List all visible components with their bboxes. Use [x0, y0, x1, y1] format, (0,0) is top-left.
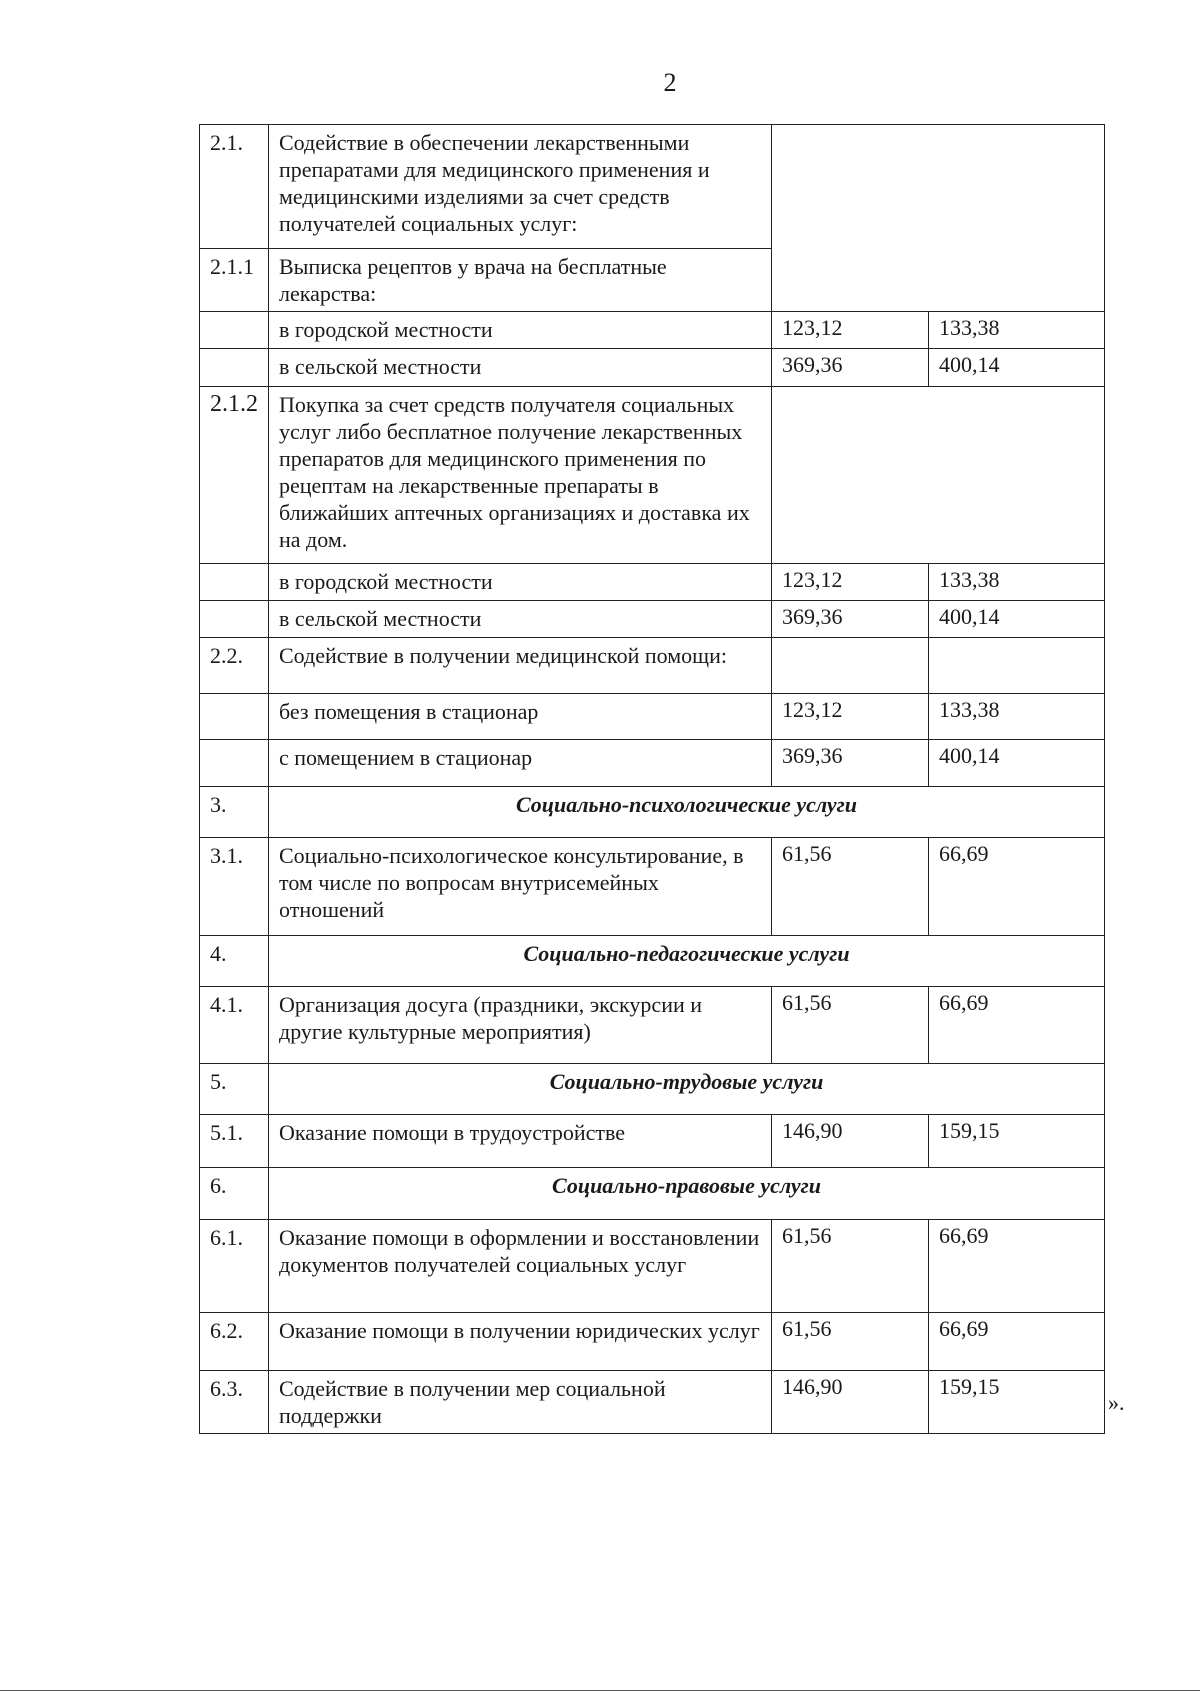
row-number: 4.1.	[200, 987, 269, 1064]
bottom-scan-edge	[0, 1690, 1200, 1691]
row-number	[200, 564, 269, 601]
value-cell: 61,56	[772, 1220, 929, 1313]
row-description-lead: Покупка за счет средств получателя	[279, 392, 616, 417]
row-number: 5.1.	[200, 1115, 269, 1168]
table-row	[200, 349, 1105, 387]
section-title: Социально-трудовые услуги	[269, 1064, 1105, 1115]
value-cell: 66,69	[929, 987, 1105, 1064]
table-row	[200, 1220, 1105, 1313]
row-description: Выписка рецептов у врача на бесплатные лекарства:	[269, 249, 772, 312]
row-number: 6.1.	[200, 1220, 269, 1313]
empty-value-cell	[772, 387, 1105, 564]
section-row	[200, 787, 1105, 838]
row-description: Оказание помощи в оформлении и восстановлении документов получателей социальных услуг	[269, 1220, 772, 1313]
table-row	[200, 1313, 1105, 1371]
table-row	[200, 312, 1105, 349]
table-row	[200, 838, 1105, 936]
row-description: Содействие в получении мер социальной поддержки	[269, 1371, 772, 1434]
tariff-table	[199, 124, 1105, 1434]
empty-value-cell	[772, 638, 929, 694]
section-number: 3.	[200, 787, 269, 838]
value-cell: 146,90	[772, 1371, 929, 1434]
value-cell: 123,12	[772, 312, 929, 349]
row-number: 2.1.	[200, 125, 269, 249]
table-row	[200, 125, 1105, 249]
value-cell: 133,38	[929, 564, 1105, 601]
section-title: Социально-психологические услуги	[269, 787, 1105, 838]
row-number	[200, 601, 269, 638]
row-description-rest: социальных услуг либо бесплатное получение лекарственных препаратов для медицинского применения по рецептам на лекарственные препараты в ближайших аптечных организациях и доставка их на дом.	[279, 392, 750, 552]
table-row	[200, 987, 1105, 1064]
row-description: Социально-психологическое консультирование, в том числе по вопросам внутрисемейных отношений	[269, 838, 772, 936]
section-row	[200, 936, 1105, 987]
value-cell: 61,56	[772, 838, 929, 936]
value-cell: 400,14	[929, 740, 1105, 787]
row-description: в городской местности	[269, 312, 772, 349]
value-cell: 159,15	[929, 1371, 1105, 1434]
value-cell: 123,12	[772, 564, 929, 601]
value-cell: 146,90	[772, 1115, 929, 1168]
row-description: Организация досуга (праздники, экскурсии и другие культурные мероприятия)	[269, 987, 772, 1064]
section-row	[200, 1064, 1105, 1115]
row-description: Содействие в получении медицинской помощи:	[269, 638, 772, 694]
row-number: 3.1.	[200, 838, 269, 936]
value-cell: 66,69	[929, 1313, 1105, 1371]
row-description: в сельской местности	[269, 601, 772, 638]
row-number	[200, 349, 269, 387]
value-cell: 369,36	[772, 740, 929, 787]
row-description: в сельской местности	[269, 349, 772, 387]
value-cell: 369,36	[772, 349, 929, 387]
table-row	[200, 601, 1105, 638]
value-cell: 369,36	[772, 601, 929, 638]
row-number	[200, 740, 269, 787]
table-row	[200, 387, 1105, 564]
value-cell: 400,14	[929, 349, 1105, 387]
row-number: 6.3.	[200, 1371, 269, 1434]
section-number: 5.	[200, 1064, 269, 1115]
row-description: в городской местности	[269, 564, 772, 601]
row-description: Содействие в обеспечении лекарственными препаратами для медицинского применения и медицинскими изделиями за счет средств получателей социальных услуг:	[269, 125, 772, 249]
row-number: 2.1.2	[200, 387, 269, 564]
value-cell: 66,69	[929, 838, 1105, 936]
value-cell: 123,12	[772, 694, 929, 740]
row-description: Оказание помощи в трудоустройстве	[269, 1115, 772, 1168]
row-description	[269, 387, 772, 564]
value-cell: 66,69	[929, 1220, 1105, 1313]
row-number	[200, 312, 269, 349]
section-title: Социально-правовые услуги	[269, 1168, 1105, 1220]
table-row	[200, 1371, 1105, 1434]
row-number: 2.1.1	[200, 249, 269, 312]
empty-value-cell	[929, 638, 1105, 694]
section-number: 4.	[200, 936, 269, 987]
row-number: 6.2.	[200, 1313, 269, 1371]
table-row	[200, 638, 1105, 694]
page-number: 2	[663, 68, 677, 97]
value-cell: 400,14	[929, 601, 1105, 638]
value-cell: 61,56	[772, 987, 929, 1064]
row-description: без помещения в стационар	[269, 694, 772, 740]
section-title: Социально-педагогические услуги	[269, 936, 1105, 987]
section-number: 6.	[200, 1168, 269, 1220]
row-description: с помещением в стационар	[269, 740, 772, 787]
row-number	[200, 694, 269, 740]
value-cell: 159,15	[929, 1115, 1105, 1168]
table-row	[200, 1115, 1105, 1168]
value-cell: 61,56	[772, 1313, 929, 1371]
value-cell: 133,38	[929, 312, 1105, 349]
table-row	[200, 564, 1105, 601]
row-description: Оказание помощи в получении юридических услуг	[269, 1313, 772, 1371]
table-row	[200, 740, 1105, 787]
row-number: 2.2.	[200, 638, 269, 694]
section-row	[200, 1168, 1105, 1220]
table-row	[200, 694, 1105, 740]
empty-value-cell	[772, 125, 1105, 312]
value-cell: 133,38	[929, 694, 1105, 740]
closing-quote-mark: ».	[1108, 1390, 1125, 1415]
